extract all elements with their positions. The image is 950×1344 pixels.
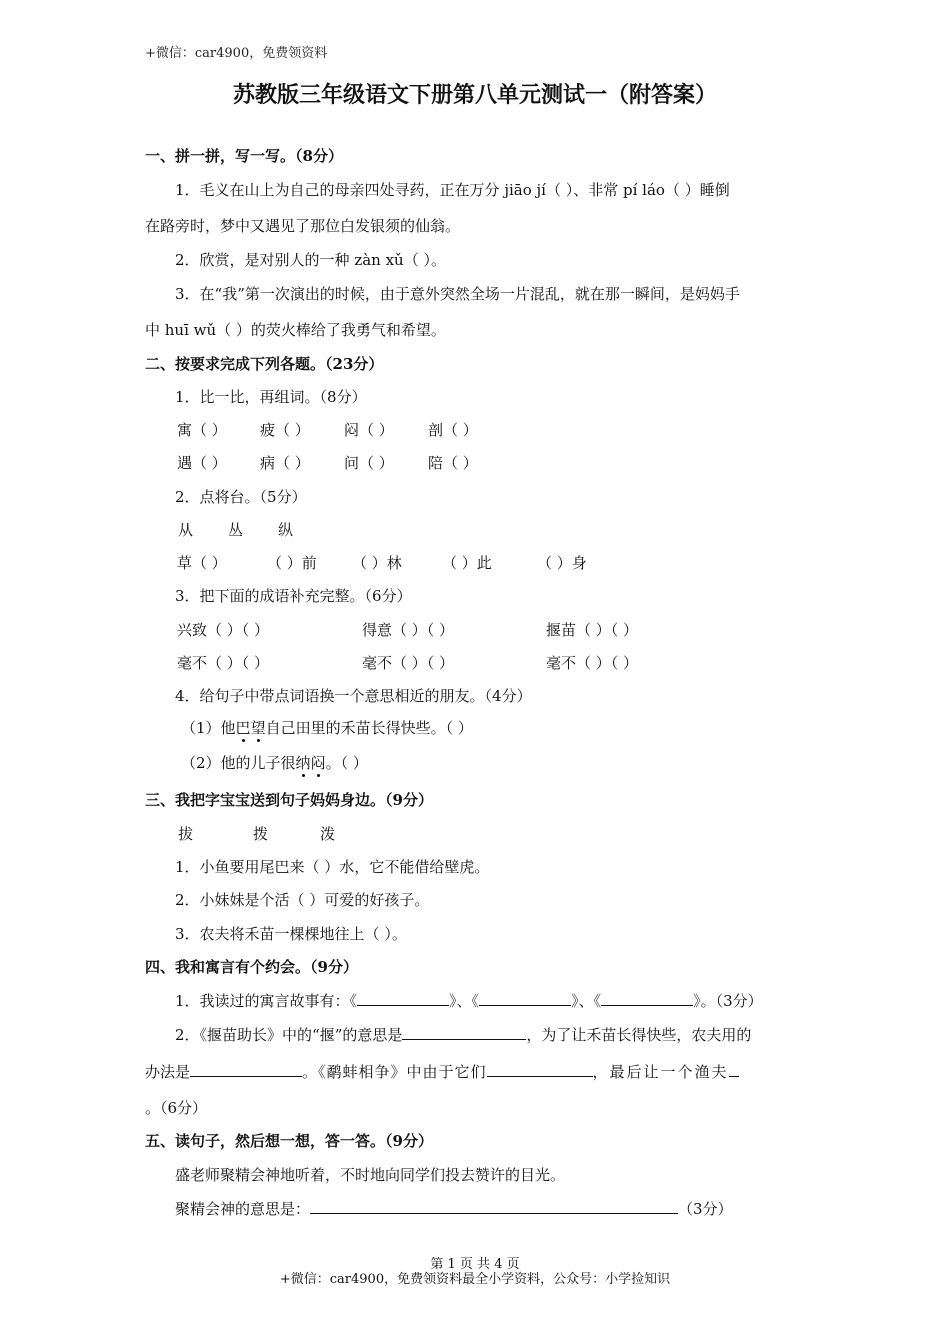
idiom-item: 揠苗（ ）（ ） xyxy=(546,621,639,639)
answer-blank xyxy=(357,990,449,1006)
compare-item: 剖（ ） xyxy=(428,421,478,439)
s1-q3-line1: 3．在“我”第一次演出的时候，由于意外突然全场一片混乱，就在那一瞬间，是妈妈手 xyxy=(175,285,740,303)
dotted-char: 纳 xyxy=(295,754,311,772)
s4-q2-line3: 。（6分） xyxy=(145,1099,208,1117)
s1-q1-line2: 在路旁时，梦中又遇见了那位白发银须的仙翁。 xyxy=(145,217,461,235)
answer-blank xyxy=(402,1024,526,1040)
compare-item: 病（ ） xyxy=(260,454,310,472)
answer-blank xyxy=(729,1061,739,1077)
answer-blank xyxy=(479,990,571,1006)
page-number: 第 1 页 共 4 页 xyxy=(430,1257,520,1272)
s4-q2-line1: 2．《揠苗助长》中的“揠”的意思是 ，为了让禾苗长得快些，农夫用的 xyxy=(175,1026,752,1044)
s2-q4-item2: （2）他的儿子很纳闷。（ ） xyxy=(181,754,368,772)
char-option: 泼 xyxy=(320,825,336,843)
compare-item: 陪（ ） xyxy=(428,454,478,472)
s2-q1-title: 1．比一比，再组词。（8分） xyxy=(175,388,367,406)
s5-sentence: 盛老师聚精会神地听着，不时地向同学们投去赞许的目光。 xyxy=(175,1166,566,1184)
s5-question: 聚精会神的意思是： （3分） xyxy=(175,1200,733,1218)
s1-q1-line1: 1．毛义在山上为自己的母亲四处寻药，正在万分 jiāo jí（ ）、非常 pí láo（ ）睡倒 xyxy=(175,181,730,199)
fill-item: 草（ ） xyxy=(177,554,227,572)
section-5-heading: 五、读句子，然后想一想，答一答。（9分） xyxy=(145,1132,433,1150)
s3-q3: 3．农夫将禾苗一棵棵地往上（ ）。 xyxy=(175,925,407,943)
s1-q2: 2．欣赏，是对别人的一种 zàn xǔ（ ）。 xyxy=(175,251,446,269)
compare-item: 遇（ ） xyxy=(177,454,227,472)
fill-item: （ ）前 xyxy=(267,554,317,572)
idiom-item: 兴致（ ）（ ） xyxy=(177,621,270,639)
idiom-item: 毫不（ ）（ ） xyxy=(362,654,455,672)
idiom-item: 毫不（ ）（ ） xyxy=(546,654,639,672)
section-3-heading: 三、我把字宝宝送到句子妈妈身边。（9分） xyxy=(145,791,433,809)
header-note: +微信：car4900，免费领资料 xyxy=(145,46,328,61)
compare-item: 闷（ ） xyxy=(344,421,394,439)
dotted-char: 闷 xyxy=(310,754,326,772)
s2-q4-item1: （1）他巴望自己田里的禾苗长得快些。（ ） xyxy=(181,719,473,737)
fill-item: （ ）身 xyxy=(537,554,587,572)
page-title: 苏教版三年级语文下册第八单元测试一（附答案） xyxy=(232,82,717,108)
s3-q2: 2．小妹妹是个活（ ）可爱的好孩子。 xyxy=(175,891,430,909)
s4-q2-line2: 办法是 。《鹬蚌相争》中由于它们 ，最后让一个渔夫 xyxy=(145,1061,739,1082)
dotted-char: 望 xyxy=(250,719,266,737)
char-option: 拔 xyxy=(178,825,194,843)
s1-q3-line2: 中 huī wǔ（ ）的荧火棒给了我勇气和希望。 xyxy=(145,321,446,339)
s2-q3-title: 3．把下面的成语补充完整。（6分） xyxy=(175,587,412,605)
compare-item: 问（ ） xyxy=(344,454,394,472)
fill-item: （ ）林 xyxy=(352,554,402,572)
footer-note: +微信：car4900，免费领资料最全小学资料，公众号：小学捡知识 xyxy=(279,1272,671,1287)
char-option: 丛 xyxy=(228,521,244,539)
compare-item: 疲（ ） xyxy=(260,421,310,439)
char-option: 从 xyxy=(178,521,194,539)
fill-item: （ ）此 xyxy=(442,554,492,572)
idiom-item: 得意（ ）（ ） xyxy=(362,621,455,639)
section-4-heading: 四、我和寓言有个约会。（9分） xyxy=(145,958,358,976)
char-option: 纵 xyxy=(278,521,294,539)
section-2-heading: 二、按要求完成下列各题。（23分） xyxy=(145,355,384,373)
s2-q4-title: 4．给句子中带点词语换一个意思相近的朋友。（4分） xyxy=(175,687,532,705)
answer-blank xyxy=(601,990,693,1006)
dotted-char: 巴 xyxy=(235,719,251,737)
idiom-item: 毫不（ ）（ ） xyxy=(177,654,270,672)
s2-q2-title: 2．点将台。（5分） xyxy=(175,488,307,506)
s3-q1: 1．小鱼要用尾巴来（ ）水，它不能借给壁虎。 xyxy=(175,858,490,876)
s4-q1: 1．我读过的寓言故事有：《 》、《 》、《 》。（3分） xyxy=(175,992,763,1010)
compare-item: 寓（ ） xyxy=(177,421,227,439)
answer-blank xyxy=(190,1061,302,1077)
answer-blank xyxy=(487,1061,593,1077)
char-option: 拨 xyxy=(253,825,269,843)
section-1-heading: 一、拼一拼，写一写。（8分） xyxy=(145,147,343,165)
answer-blank xyxy=(310,1198,678,1214)
